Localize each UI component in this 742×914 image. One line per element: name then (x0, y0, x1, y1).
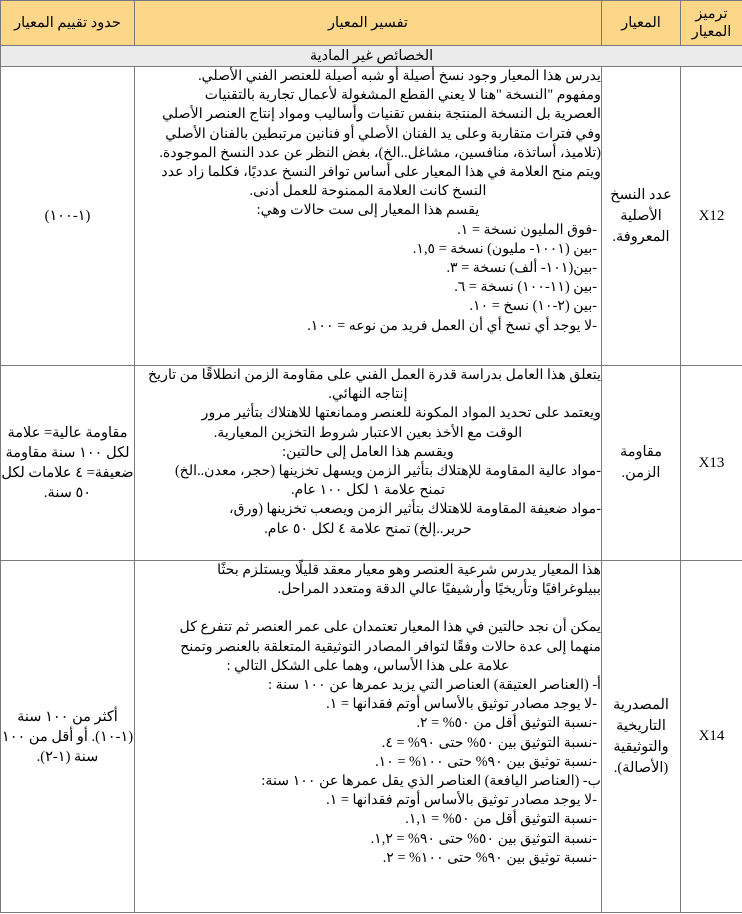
row-criterion: مقاومة الزمن. (602, 366, 681, 561)
explanation-line: منهما إلى عدة حالات وفقًا لتوافر المصادر التوثيقية المتعلقة بالعنصر وتمنح (180, 638, 601, 655)
row-criterion: عدد النسخ الأصلية المعروفة. (602, 67, 681, 366)
row-code: X14 (681, 561, 742, 913)
explanation-line: يقسم هذا المعيار إلى ست حالات وهي: (256, 202, 480, 219)
explanation-line: ومفهوم "النسخة "هنا لا يعني القطع المشغولة لأعمال تجارية بالتقنيات (204, 87, 601, 104)
explanation-line: إنتاجه النهائي. (328, 386, 408, 403)
explanation-line: (تلاميذ، أساتذة، منافسين، مشاغل..الخ)، بغض النظر عن عدد النسخ الموجودة. (159, 144, 601, 161)
explanation-line: -مواد ضعيفة المقاومة للاهتلاك بتأثير الزمن ويصعب تخزينها (ورق، (229, 501, 601, 518)
explanation-line: يمكن أن نجد حالتين في هذا المعيار تعتمدان على عمر العنصر ثم تتفرع كل (179, 619, 601, 636)
explanation-line: ويتم منح العلامة في هذا المعيار على أساس توافر النسخ عدديًا، فكلما زاد عدد (161, 164, 601, 181)
header-criterion: المعيار (602, 1, 681, 46)
section-row (1, 46, 742, 67)
row-explanation (135, 561, 602, 913)
explanation-line: -بين(١٠١- ألف) نسخة = ٣. (446, 260, 597, 277)
explanation-line: ب- (العناصر اليافعة) العناصر الذي يقل عمرها عن ١٠٠ سنة: (261, 773, 601, 790)
explanation-line: يدرس هذا المعيار وجود نسخ أصيلة أو شبه أصيلة للعنصر الفني الأصلي. (198, 68, 601, 84)
row-code: X12 (681, 67, 742, 366)
explanation-line: ويقسم هذا العامل إلى حالتين: (282, 443, 454, 460)
explanation-line (135, 599, 601, 618)
row-explanation (135, 366, 602, 561)
explanation-line: حرير..إلخ) تمنح علامة ٤ لكل ٥٠ عام. (264, 520, 472, 537)
explanation-line: -نسبة توثيق بين ٩٠% حتى ١٠٠% = ١٠. (375, 753, 597, 770)
explanation-line: ببيلوغرافيًا وتأريخيًا وأرشيفيًا عالي الدقة ومتعدد المراحل. (277, 581, 601, 598)
explanation-line: هذا المعيار يدرس شرعية العنصر وهو معيار معقد قليلًا ويستلزم بحثًا (217, 562, 601, 578)
header-code: ترميز المعيار (681, 1, 742, 46)
header-row (1, 1, 742, 46)
explanation-line: -نسبة التوثيق أقل من ٥٠% = ٢. (416, 715, 597, 732)
header-limits: حدود تقييم المعيار (1, 1, 135, 46)
explanation-line: -نسبة التوثيق بين ٥٠% حتى ٩٠% = ٤. (381, 734, 597, 751)
explanation-line: علامة على هذا الأساس، وهما على الشكل التالي : (226, 657, 510, 674)
explanation-line: -فوق المليون نسخة = ١. (457, 221, 597, 238)
table-row (1, 561, 742, 913)
explanation-line: -لا يوجد مصادر توثيق بالأساس أوتم فقدانها = ١. (326, 696, 597, 713)
explanation-line: -لا يوجد مصادر توثيق بالأساس أوتم فقدانها = ١. (326, 792, 597, 809)
table-row (1, 67, 742, 366)
explanation-line: الوقت مع الأخذ بعين الاعتبار شروط التخزين المعيارية. (213, 424, 523, 441)
row-explanation (135, 67, 602, 366)
explanation-line: -نسبة التوثيق أقل من ٥٠% = ١,١. (405, 811, 597, 828)
explanation-line: تمنح علامة ١ لكل ١٠٠ عام. (291, 482, 445, 499)
explanation-line: -نسبة توثيق بين ٩٠% حتى ١٠٠% = ٢. (382, 849, 597, 866)
row-limits: مقاومة عالية= علامة لكل ١٠٠ سنة مقاومة ضعيفة= ٤ علامات لكل ٥٠ سنة. (1, 366, 135, 561)
explanation-line: ويعتمد على تحديد المواد المكونة للعنصر وممانعتها للاهتلاك بتأثير مرور (201, 405, 601, 422)
table-row (1, 366, 742, 561)
row-limits: أكثر من ١٠٠ سنة (١-١٠). أو أقل من ١٠٠ سنة (١-٢). (1, 561, 135, 913)
header-explanation: تفسير المعيار (135, 1, 602, 46)
row-criterion: المصدرية التاريخية والتوثيقية (الأصالة). (602, 561, 681, 913)
explanation-line: النسخ كانت العلامة الممنوحة للعمل أدنى. (249, 183, 487, 200)
explanation-line: يتعلق هذا العامل بدراسة قدرة العمل الفني على مقاومة الزمن انطلاقًا من تاريخ (148, 367, 601, 383)
explanation-line: -بين (١٠٠١- مليون) نسخة = ١,٥. (412, 240, 597, 257)
row-code: X13 (681, 366, 742, 561)
row-limits: (١-١٠٠) (1, 67, 135, 366)
explanation-line: أ- (العناصر العتيقة) العناصر التي يزيد عمرها عن ١٠٠ سنة : (268, 677, 601, 694)
explanation-line: -نسبة التوثيق بين ٥٠% حتى ٩٠% = ١,٢. (370, 830, 597, 847)
explanation-line: وفي فترات متقاربة وعلى يد الفنان الأصلي أو فنانين مرتبطين بالفنان الأصلي (165, 125, 601, 142)
explanation-line: -بين (١١-١٠٠) نسخة = ٦. (454, 279, 597, 296)
explanation-line: العصرية بل النسخة المنتجة بنفس تقنيات وأساليب ومواد إنتاج العنصر الأصلي (162, 106, 601, 123)
explanation-line: -بين (٢-١٠) نسخ = ١٠. (469, 298, 597, 315)
explanation-line: -مواد عالية المقاومة للإهتلاك بتأثير الزمن ويسهل تخزينها (حجر، معدن..الخ) (174, 463, 601, 480)
explanation-line: -لا يوجد أي نسخ أي أن العمل فريد من نوعه = ١٠٠. (307, 317, 597, 334)
section-title: الخصائص غير المادية (1, 46, 742, 67)
